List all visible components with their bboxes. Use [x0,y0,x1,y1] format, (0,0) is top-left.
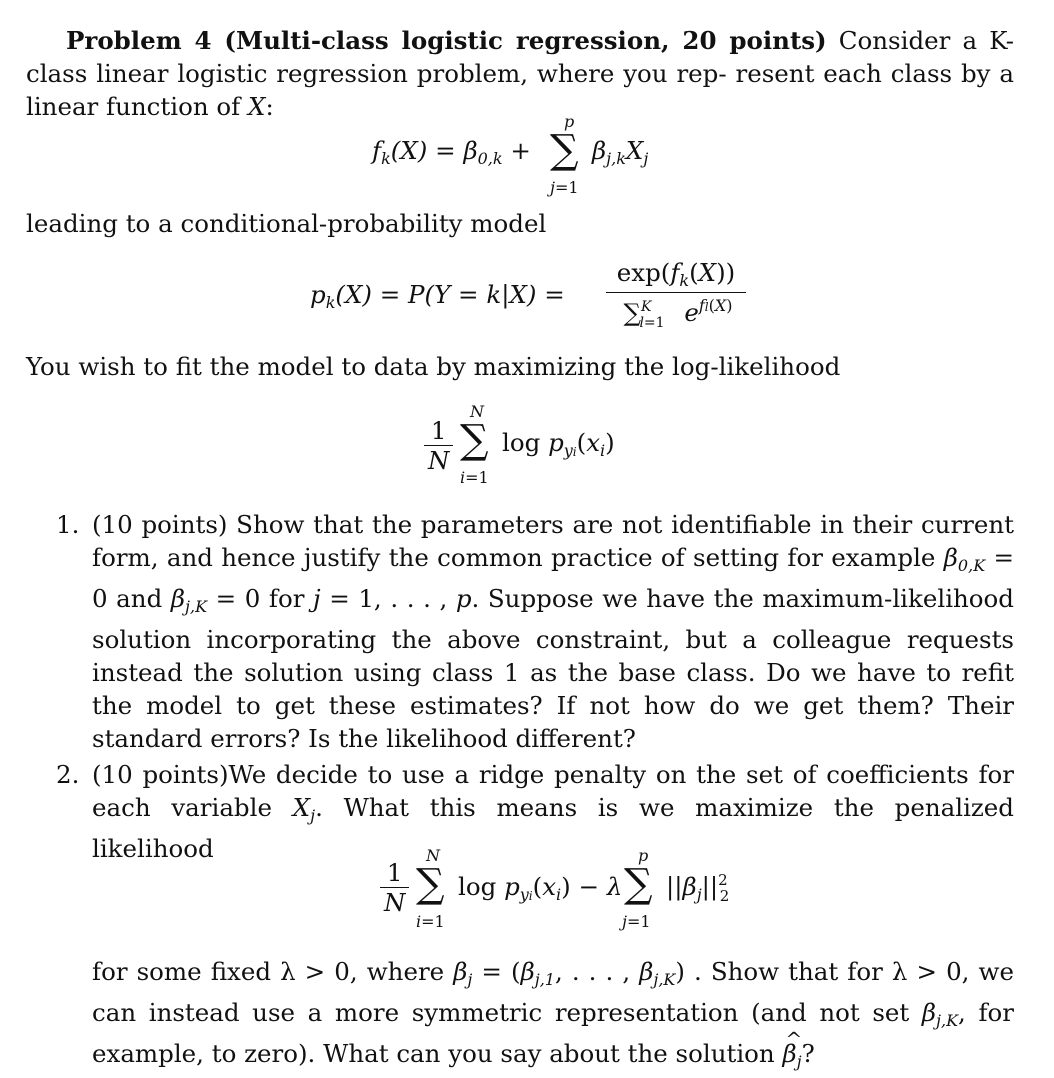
leading-text: leading to a conditional-probability model [26,209,547,238]
equation-conditional-probability: $p_k(X) = P(Y = k|X)$ = $\exp(f_k(X))$ ∑$^K_{l=1}$ $e^{fl(X)}$ [310,256,750,336]
wish-text: You wish to fit the model to data by maximizing the log-likelihood [26,352,841,381]
equation-penalized-likelihood: $\frac{1}{N}$ N ∑ i=1 $\log p_{yi}(x_i) - \lambda$ p ∑ j=1 $||\beta_j||^2_2$ [380,846,760,936]
equation-log-likelihood: $\frac{1}{N}$ N ∑ i=1 $\log p_{yi}(x_i)$ [424,400,644,490]
question-2: 2. (10 points)We decide to use a ridge penalty on the set of coefficients for each variable $X_j$. What this means is we maximize the penalized likelihood [56,760,1014,863]
equation-linear-function: $f_k(X) = \beta_{0,k}$ + p ∑ j=1 $\beta_{j,k}X_j$ [372,112,649,197]
problem-heading: Problem 4 (Multi-class logistic regression, 20 points) [66,26,827,55]
question-1: 1. (10 points) Show that the parameters are not identifiable in their current form, and hence justify the common practice of setting for example $\beta_{0,K} = 0$ and $\beta_{j,K} = 0$ for j = 1, . . . , p. Suppose we have the maximum-likelihood solution incorporating the above constraint, but a colleague requests instead the solution using class 1 as the base class. Do we have to refit the model to get these estimates? If not how do we get them? Their standard errors? Is the likelihood different? [56,510,1014,753]
problem-intro: Problem 4 (Multi-class logistic regression, 20 points) Consider a K-class linear logistic regression problem, where you rep- resent each class by a linear function of X: [26,26,1014,121]
question-2-continued: for some fixed λ > 0, where $\beta_j = (\beta_{j,1}$, . . . , $\beta_{j,K}$) . Show that for λ > 0, we can instead use a more symmetric representation (and not set $\beta_{j,K}$, for example, to zero). What can you say about the solution ^ $\beta_j$? [56,955,1014,1078]
